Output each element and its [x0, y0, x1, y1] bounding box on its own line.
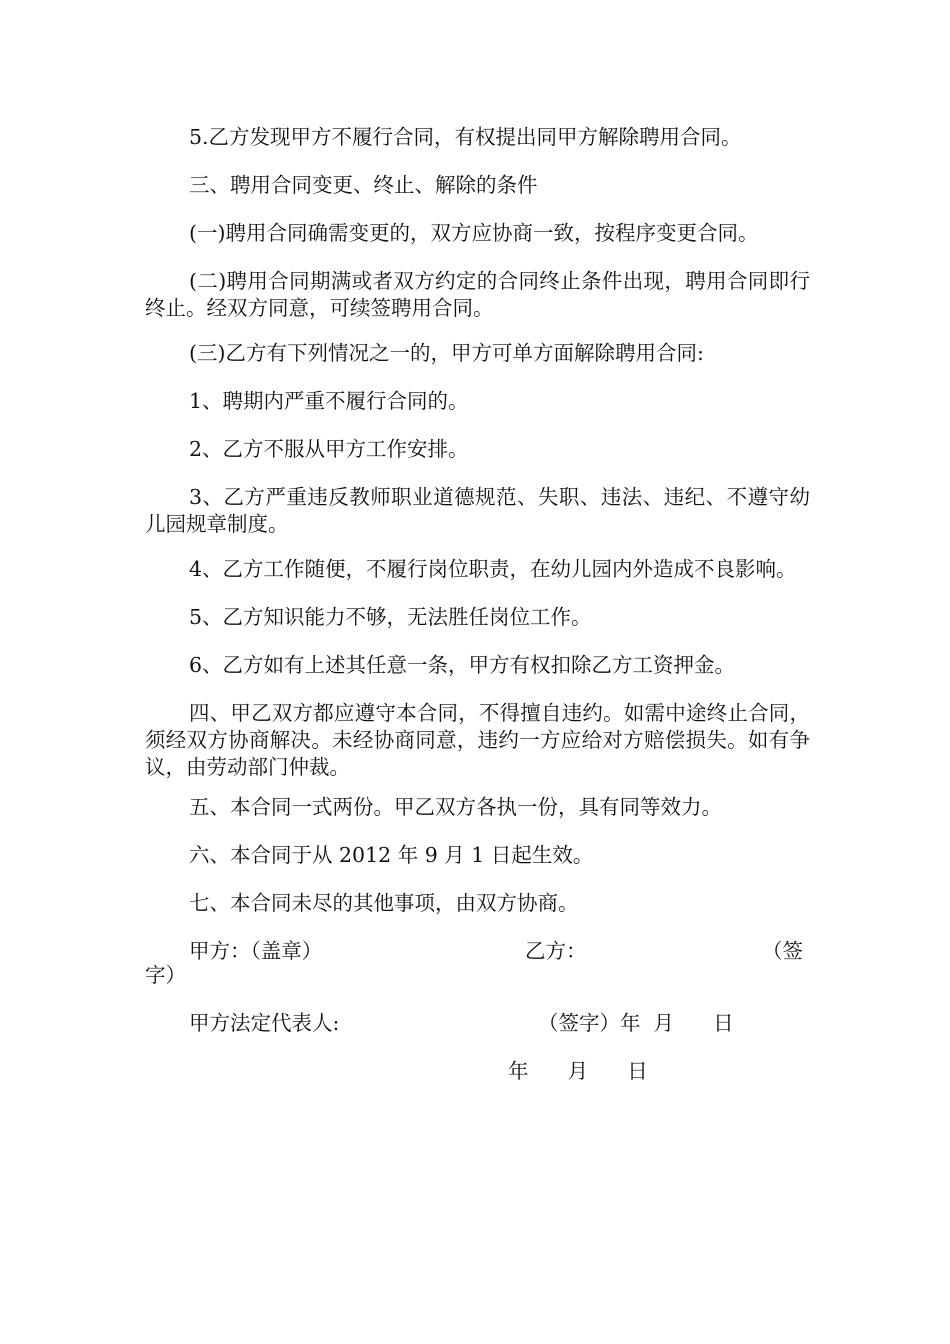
paragraph-1: 5.乙方发现甲方不履行合同，有权提出同甲方解除聘用合同。 — [189, 125, 742, 149]
paragraph-3-1: (一)聘用合同确需变更的，双方应协商一致，按程序变更合同。 — [189, 221, 759, 245]
list-item-3: 3、乙方严重违反教师职业道德规范、失职、违法、违纪、不遵守幼儿园规章制度。 — [145, 485, 810, 536]
section-5: 五、本合同一式两份。甲乙双方各执一份，具有同等效力。 — [189, 795, 722, 819]
list-item-6: 6、乙方如有上述其任意一条，甲方有权扣除乙方工资押金。 — [189, 653, 736, 677]
list-item-2: 2、乙方不服从甲方工作安排。 — [189, 437, 469, 461]
legal-representative-label: 甲方法定代表人: — [189, 1011, 340, 1035]
section-4: 四、甲乙双方都应遵守本合同，不得擅自违约。如需中途终止合同，须经双方协商解决。未经协商同意，违约一方应给对方赔偿损失。如有争议，由劳动部门仲裁。 — [145, 701, 810, 779]
party-a-seal: 甲方：（盖章） — [189, 939, 323, 963]
list-item-4: 4、乙方工作随便，不履行岗位职责，在幼儿园内外造成不良影响。 — [189, 557, 797, 581]
paragraph-3-2: (二)聘用合同期满或者双方约定的合同终止条件出现，聘用合同即行终止。经双方同意，可续签聘用合同。 — [145, 269, 810, 320]
section-6: 六、本合同于从 2012 年 9 月 1 日起生效。 — [189, 843, 594, 867]
party-b-label: 乙方： — [525, 939, 587, 963]
party-b-sign-close: 字） — [145, 963, 186, 987]
representative-sign-date: （签字）年 月 日 — [538, 1011, 734, 1035]
paragraph-3-3: (三)乙方有下列情况之一的，甲方可单方面解除聘用合同: — [189, 341, 704, 365]
section-7: 七、本合同未尽的其他事项，由双方协商。 — [189, 891, 579, 915]
list-item-1: 1、聘期内严重不履行合同的。 — [189, 389, 469, 413]
party-b-sign-open: （签 — [762, 939, 803, 963]
list-item-5: 5、乙方知识能力不够，无法胜任岗位工作。 — [189, 605, 592, 629]
date-line: 年 月 日 — [508, 1059, 648, 1083]
section-heading-3: 三、聘用合同变更、终止、解除的条件 — [189, 173, 538, 197]
